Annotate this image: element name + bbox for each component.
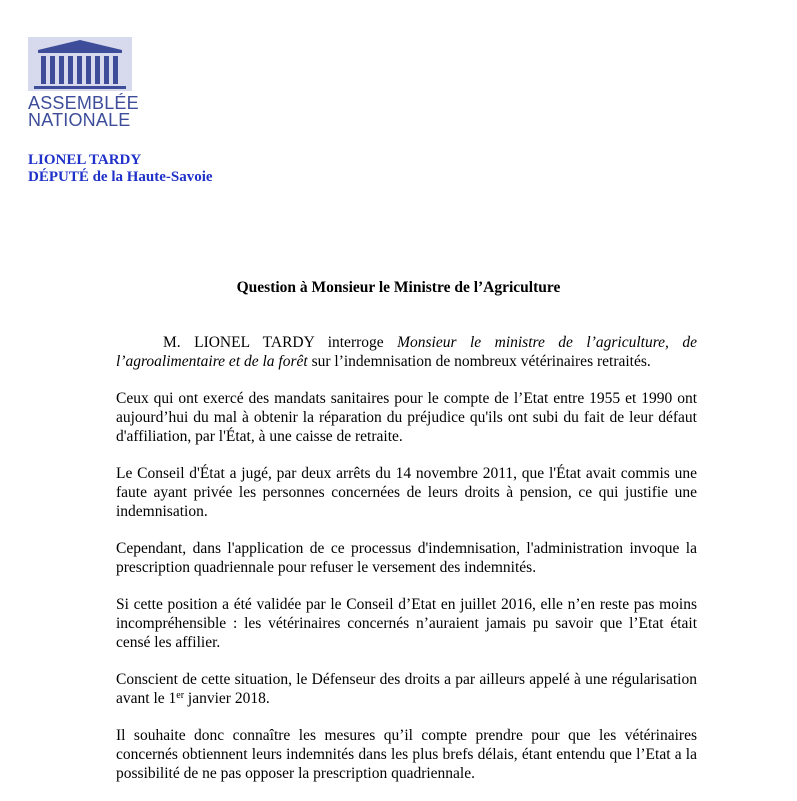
hemicycle-icon — [28, 37, 132, 91]
minister-addressee: Monsieur le ministre de l’agriculture, de l’agroalimentaire et de la forêt — [116, 334, 697, 370]
logo-line-2: NATIONALE — [28, 110, 131, 130]
deputy-title: DÉPUTÉ de la Haute-Savoie — [28, 169, 213, 185]
paragraph-1-tail: sur l’indemnisation de nombreux vétérinaires retraités. — [307, 353, 651, 370]
question-title: Question à Monsieur le Ministre de l’Agriculture — [236, 279, 561, 296]
ordinal-superscript: er — [176, 690, 185, 701]
deputy-header — [28, 152, 213, 186]
logo-line-1: ASSEMBLÉE — [28, 93, 139, 113]
paragraph-1 — [116, 333, 697, 371]
paragraph-6 — [116, 670, 697, 708]
deputy-name: LIONEL TARDY — [28, 152, 142, 168]
paragraph-6-lead: Conscient de cette situation, le Défenseur des droits a par ailleurs appelé à une régularisation avant le 1 — [116, 671, 697, 707]
logo-text — [28, 95, 138, 129]
assemblee-nationale-logo — [28, 37, 138, 129]
paragraph-2: Ceux qui ont exercé des mandats sanitaires pour le compte de l’Etat entre 1955 et 1990 ont aujourd’hui du mal à obtenir la réparation du préjudice qu'ils ont subi du fait de leur défaut d'affiliation, par l'État, à une caisse de retraite. — [116, 390, 697, 445]
paragraph-3: Le Conseil d'État a jugé, par deux arrêts du 14 novembre 2011, que l'État avait commis une faute ayant privée les personnes concernées de leurs droits à pension, ce qui justifie une indemnisation. — [116, 465, 697, 520]
question-body — [116, 333, 697, 801]
paragraph-5: Si cette position a été validée par le Conseil d’Etat en juillet 2016, elle n’en reste pas moins incompréhensible : les vétérinaires concernés n’auraient jamais pu savoir que l’Etat était censé les affilier. — [116, 596, 697, 651]
paragraph-1-lead: M. LIONEL TARDY interroge — [163, 334, 398, 351]
paragraph-6-tail: janvier 2018. — [184, 690, 270, 707]
paragraph-4: Cependant, dans l'application de ce processus d'indemnisation, l'administration invoque la prescription quadriennale pour refuser le versement des indemnités. — [116, 540, 697, 576]
paragraph-7: Il souhaite donc connaître les mesures qu’il compte prendre pour que les vétérinaires concernés obtiennent leurs indemnités dans les plus brefs délais, étant entendu que l’Etat a la possibilité de ne pas opposer la prescription quadriennale. — [116, 727, 697, 782]
